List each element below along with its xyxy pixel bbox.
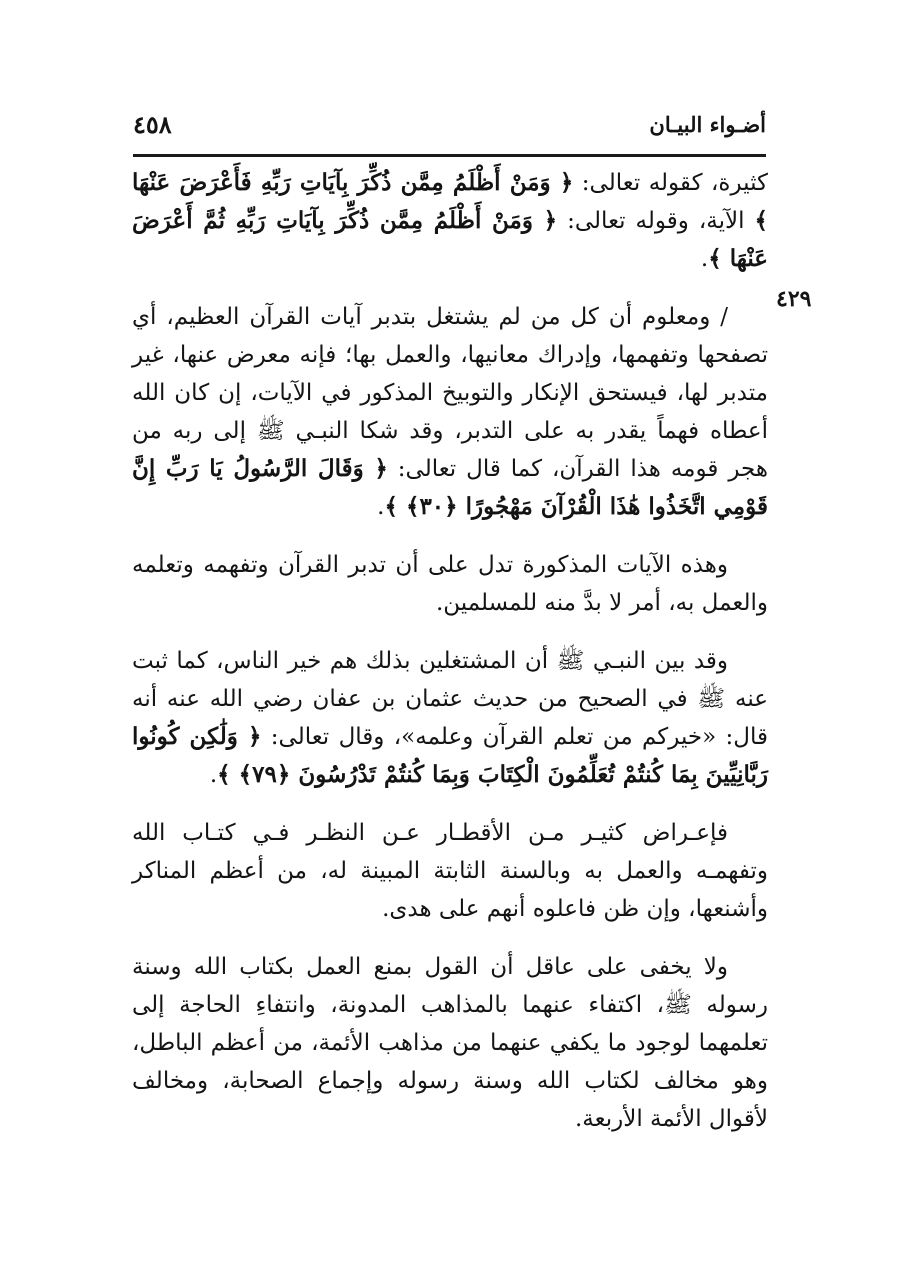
paragraph-1	[132, 164, 768, 278]
paragraph-4	[132, 642, 768, 794]
paragraph-3	[132, 546, 768, 622]
text-segment: .	[700, 246, 709, 272]
text-segment: فإعـراض كثيـر مـن الأقطـار عـن النظـر فـي كتـاب الله وتفهمـه والعمل به وبالسنة الثابتة المبينة له، من أعظم المناكر وأشنعها، وإن ظن فاعلوه أنهم على هدى.	[132, 820, 768, 922]
quran-verse: ﴿ وَقَالَ الرَّسُولُ يَا رَبِّ إِنَّ قَوْمِي اتَّخَذُوا هَٰذَا الْقُرْآنَ مَهْجُورًا ﴿٣٠﴾ ﴾	[132, 455, 768, 520]
quran-verse: ﴿ وَلَٰكِن كُونُوا رَبَّانِيِّينَ بِمَا كُنتُمْ تُعَلِّمُونَ الْكِتَابَ وَبِمَا كُنتُمْ تَدْرُسُونَ ﴿٧٩﴾ ﴾	[132, 723, 768, 788]
text-segment: .	[209, 762, 218, 788]
text-segment: كثيرة، كقوله تعالى:	[573, 170, 769, 196]
page-number: ٤٥٨	[133, 110, 172, 139]
text-segment: وقد بين النبـي ﷺ أن المشتغلين بذلك هم خير الناس، كما ثبت عنه ﷺ في الصحيح من حديث عثمان بن عفان رضي الله عنه أنه قال: «خيركم من تعلم القرآن وعلمه»، وقال تعالى:	[132, 648, 768, 750]
text-segment: .	[377, 494, 385, 520]
page-header	[133, 108, 766, 157]
paragraph-6	[132, 948, 768, 1138]
text-segment: الآية، وقوله تعالى:	[557, 208, 755, 234]
page-body	[132, 164, 768, 1158]
paragraph-2	[132, 298, 768, 526]
text-segment: وهذه الآيات المذكورة تدل على أن تدبر القرآن وتفهمه وتعلمه والعمل به، أمر لا بدَّ منه للمسلمين.	[132, 552, 768, 616]
book-title: أضـواء البيـان	[649, 112, 766, 137]
text-segment: ولا يخفى على عاقل أن القول بمنع العمل بكتاب الله وسنة رسوله ﷺ، اكتفاء عنهما بالمذاهب المدونة، وانتفاءِ الحاجة إلى تعلمهما لوجود ما يكفي عنهما من مذاهب الأئمة، من أعظم الباطل، وهو مخالف لكتاب الله وسنة رسوله وإجماع الصحابة، ومخالف لأقوال الأئمة الأربعة.	[132, 954, 768, 1132]
quran-verse: ﴿ وَمَنْ أَظْلَمُ مِمَّن ذُكِّرَ بِآيَاتِ رَبِّهِ ثُمَّ أَعْرَضَ عَنْهَا ﴾	[132, 207, 768, 272]
text-segment: / ومعلوم أن كل من لم يشتغل بتدبر آيات القرآن العظيم، أي تصفحها وتفهمها، وإدراك معانيها، والعمل بها؛ فإنه معرض عنها، غير متدبر لها، فيستحق الإنكار والتوبيخ المذكور في الآيات، إن كان الله أعطاه فهماً يقدر به على التدبر، وقد شكا النبـي ﷺ إلى ربه من هجر قومه هذا القرآن، كما قال تعالى:	[132, 304, 768, 482]
margin-page-marker: ٤٢٩	[776, 286, 812, 312]
quran-verse: ﴿ وَمَنْ أَظْلَمُ مِمَّن ذُكِّرَ بِآيَاتِ رَبِّهِ فَأَعْرَضَ عَنْهَا ﴾	[132, 169, 768, 234]
paragraph-5	[132, 814, 768, 928]
